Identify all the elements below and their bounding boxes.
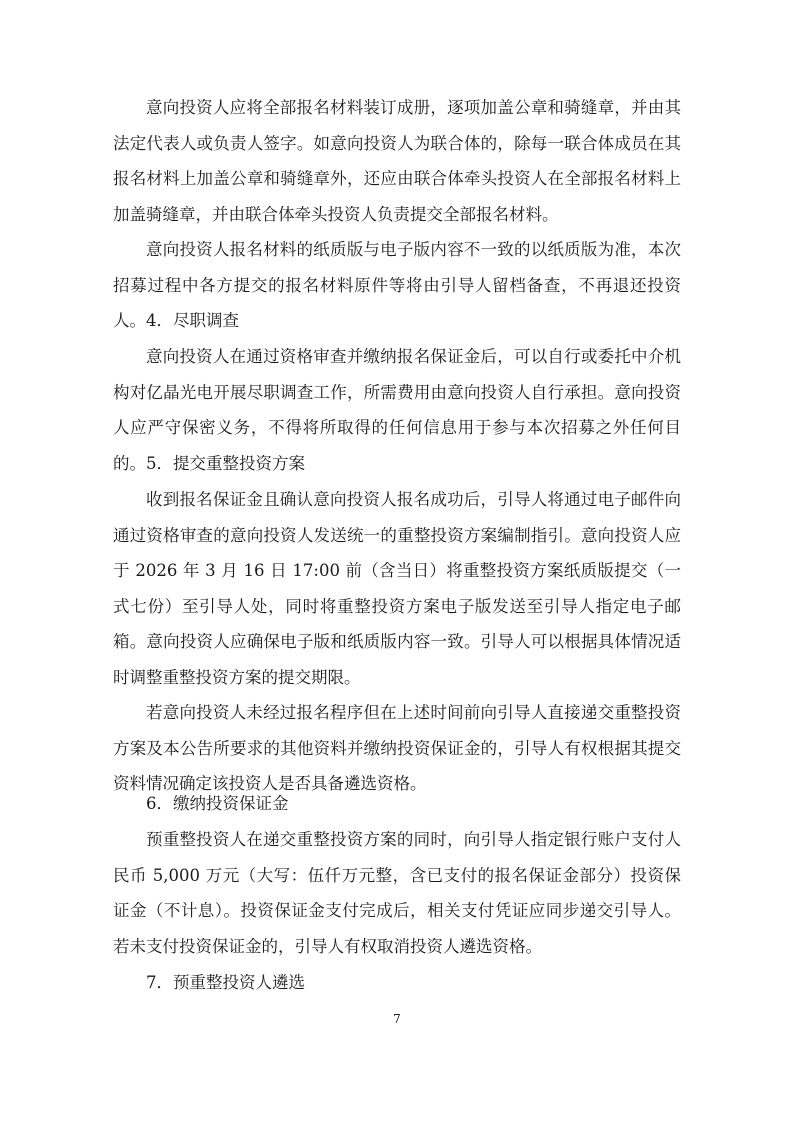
heading-submit-plan: 5．提交重整投资方案	[146, 454, 305, 473]
paragraph-direct-submission: 若意向投资人未经过报名程序但在上述时间前向引导人直接递交重整投资方案及本公告所要求的其他资料并缴纳投资保证金的，引导人有权根据其提交资料情况确定该投资人是否具备遴选资格。	[113, 703, 681, 793]
heading-due-diligence: 4．尽职调查	[146, 311, 239, 330]
paragraph-due-diligence: 意向投资人在通过资格审查并缴纳报名保证金后，可以自行或委托中介机构对亿晶光电开展尽职调查工作，所需费用由意向投资人自行承担。意向投资人应严守保密义务，不得将所取得的任何信息用于参与本次招募之外任何目的。	[113, 347, 681, 473]
heading-investor-selection: 7．预重整投资人遴选	[146, 973, 305, 992]
paragraph-binding-requirements: 意向投资人应将全部报名材料装订成册，逐项加盖公章和骑缝章，并由其法定代表人或负责人签字。如意向投资人为联合体的，除每一联合体成员在其报名材料上加盖公章和骑缝章外，还应由联合体牵头投资人在全部报名材料上加盖骑缝章，并由联合体牵头投资人负责提交全部报名材料。	[113, 98, 681, 224]
heading-investment-deposit: 6．缴纳投资保证金	[146, 794, 289, 813]
page-number: 7	[393, 1012, 401, 1026]
paragraph-paper-version-priority: 意向投资人报名材料的纸质版与电子版内容不一致的以纸质版为准，本次招募过程中各方提交的报名材料原件等将由引导人留档备查，不再退还投资人。	[113, 240, 681, 330]
paragraph-submit-plan: 收到报名保证金且确认意向投资人报名成功后，引导人将通过电子邮件向通过资格审查的意向投资人发送统一的重整投资方案编制指引。意向投资人应于 2026 年 3 月 16 日 17:00 前（含当日）将重整投资方案纸质版提交（一式七份）至引导人处，同时将重整投资方案电子版发送至引导人指定电子邮箱。意向投资人应确保电子版和纸质版内容一致。引导人可以根据具体情况适时调整重整投资方案的提交期限。	[113, 490, 681, 687]
paragraph-investment-deposit: 预重整投资人在递交重整投资方案的同时，向引导人指定银行账户支付人民币 5,000 万元（大写：伍仟万元整，含已支付的报名保证金部分）投资保证金（不计息）。投资保证金支付完成后，相关支付凭证应同步递交引导人。若未支付投资保证金的，引导人有权取消投资人遴选资格。	[113, 830, 681, 956]
